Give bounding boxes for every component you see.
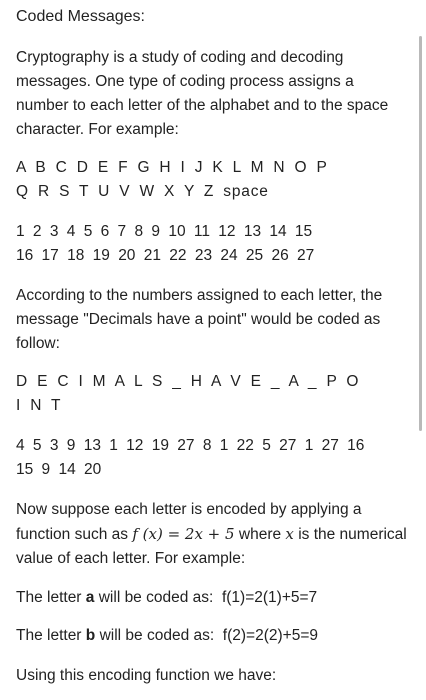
function-formula: f (x) = 2x + 5 — [132, 525, 235, 543]
intro-paragraph: Cryptography is a study of coding and decoding messages. One type of coding process assigns a number to each letter of the alphabet and to the space character. For example: — [16, 49, 389, 138]
example-a-prefix: The letter — [16, 589, 82, 606]
example-b-mid: will be coded as: — [99, 627, 215, 644]
suppose-paragraph — [16, 498, 410, 571]
example-a-calc: f(1)=2(1)+5=7 — [221, 589, 318, 606]
example-b-line — [16, 624, 410, 648]
example-b-letter: b — [85, 627, 96, 644]
scrollbar[interactable] — [419, 36, 422, 431]
message-row-1: D E C I M A L S _ H A V E _ A _ P O — [16, 373, 360, 390]
message-row-2: I N T — [16, 397, 62, 414]
example-a-line — [16, 586, 410, 610]
example-b-calc: f(2)=2(2)+5=9 — [222, 627, 319, 644]
alphabet-row-2: Q R S T U V W X Y Z space — [16, 183, 269, 200]
numbers-row-1: 1 2 3 4 5 6 7 8 9 10 11 12 13 14 15 — [16, 223, 313, 240]
coded-row-1: 4 5 3 9 13 1 12 19 27 8 1 22 5 27 1 27 16 — [16, 437, 365, 454]
suppose-text-b: where — [238, 526, 282, 543]
suppose-text-c: is the numerical value of each letter. For example: — [16, 526, 407, 567]
coded-row-2: 15 9 14 20 — [16, 461, 102, 478]
alphabet-row-1: A B C D E F G H I J K L M N O P — [16, 159, 328, 176]
closing-line: Using this encoding function we have: — [16, 667, 277, 684]
page-title: Coded Messages: — [16, 8, 145, 25]
variable-x: x — [285, 525, 294, 543]
according-paragraph: According to the numbers assigned to each letter, the message "Decimals have a point" would be coded as follow: — [16, 287, 383, 352]
example-a-mid: will be coded as: — [98, 589, 214, 606]
numbers-row-2: 16 17 18 19 20 21 22 23 24 25 26 27 — [16, 247, 315, 264]
example-a-letter: a — [85, 589, 95, 606]
suppose-text-a: Now suppose each letter is encoded by applying a function such as — [16, 501, 362, 543]
example-b-prefix: The letter — [16, 627, 82, 644]
